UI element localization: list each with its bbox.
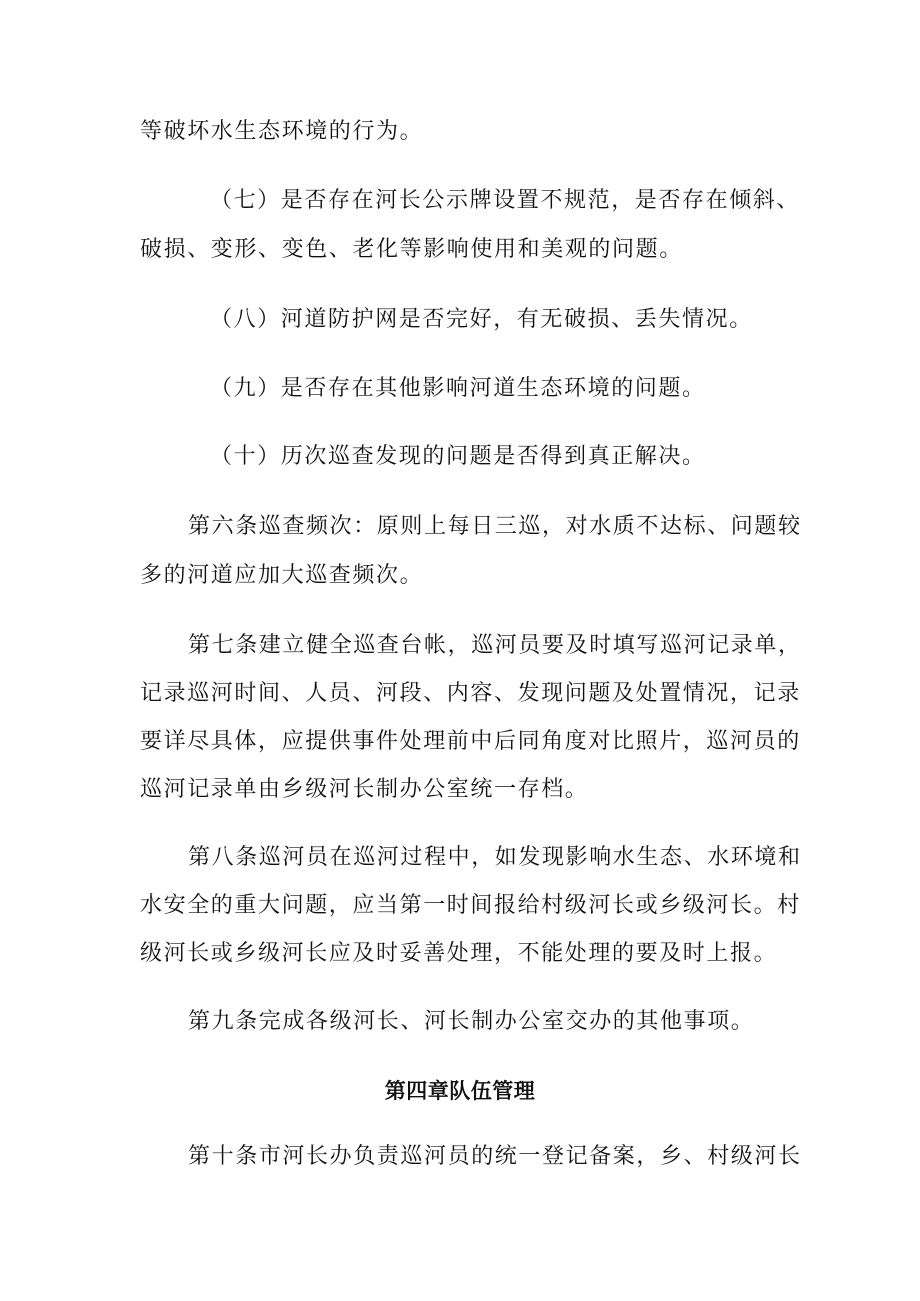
item-7-line-1: （七）是否存在河长公示牌设置不规范，是否存在倾斜、 <box>210 188 801 213</box>
chapter-heading: 第四章队伍管理 <box>384 1079 536 1103</box>
article-6-line-2: 多的河道应加大巡查频次。 <box>140 563 424 588</box>
article-8-line-2: 水安全的重大问题，应当第一时间报给村级河长或乡级河长。村 <box>140 893 801 918</box>
paragraph-line: 等破坏水生态环境的行为。 <box>140 119 424 144</box>
article-7-line-1: 第七条建立健全巡查台帐，巡河员要及时填写巡河记录单， <box>188 633 802 658</box>
item-10: （十）历次巡查发现的问题是否得到真正解决。 <box>210 444 706 469</box>
article-7-line-2: 记录巡河时间、人员、河段、内容、发现问题及处置情况，记录 <box>140 681 801 706</box>
article-10-line-1: 第十条市河长办负责巡河员的统一登记备案，乡、村级河长 <box>188 1144 802 1169</box>
item-7-line-2: 破损、变形、变色、老化等影响使用和美观的问题。 <box>140 237 683 262</box>
item-8: （八）河道防护网是否完好，有无破损、丢失情况。 <box>210 307 753 332</box>
article-7-line-3: 要详尽具体，应提供事件处理前中后同角度对比照片，巡河员的 <box>140 729 801 754</box>
article-7-line-4: 巡河记录单由乡级河长制办公室统一存档。 <box>140 777 589 802</box>
article-8-line-1: 第八条巡河员在巡河过程中，如发现影响水生态、水环境和 <box>188 845 802 870</box>
article-8-line-3: 级河长或乡级河长应及时妥善处理，不能处理的要及时上报。 <box>140 941 778 966</box>
article-6-line-1: 第六条巡查频次：原则上每日三巡，对水质不达标、问题较 <box>188 514 802 539</box>
item-9: （九）是否存在其他影响河道生态环境的问题。 <box>210 376 706 401</box>
article-9: 第九条完成各级河长、河长制办公室交办的其他事项。 <box>188 1009 755 1034</box>
